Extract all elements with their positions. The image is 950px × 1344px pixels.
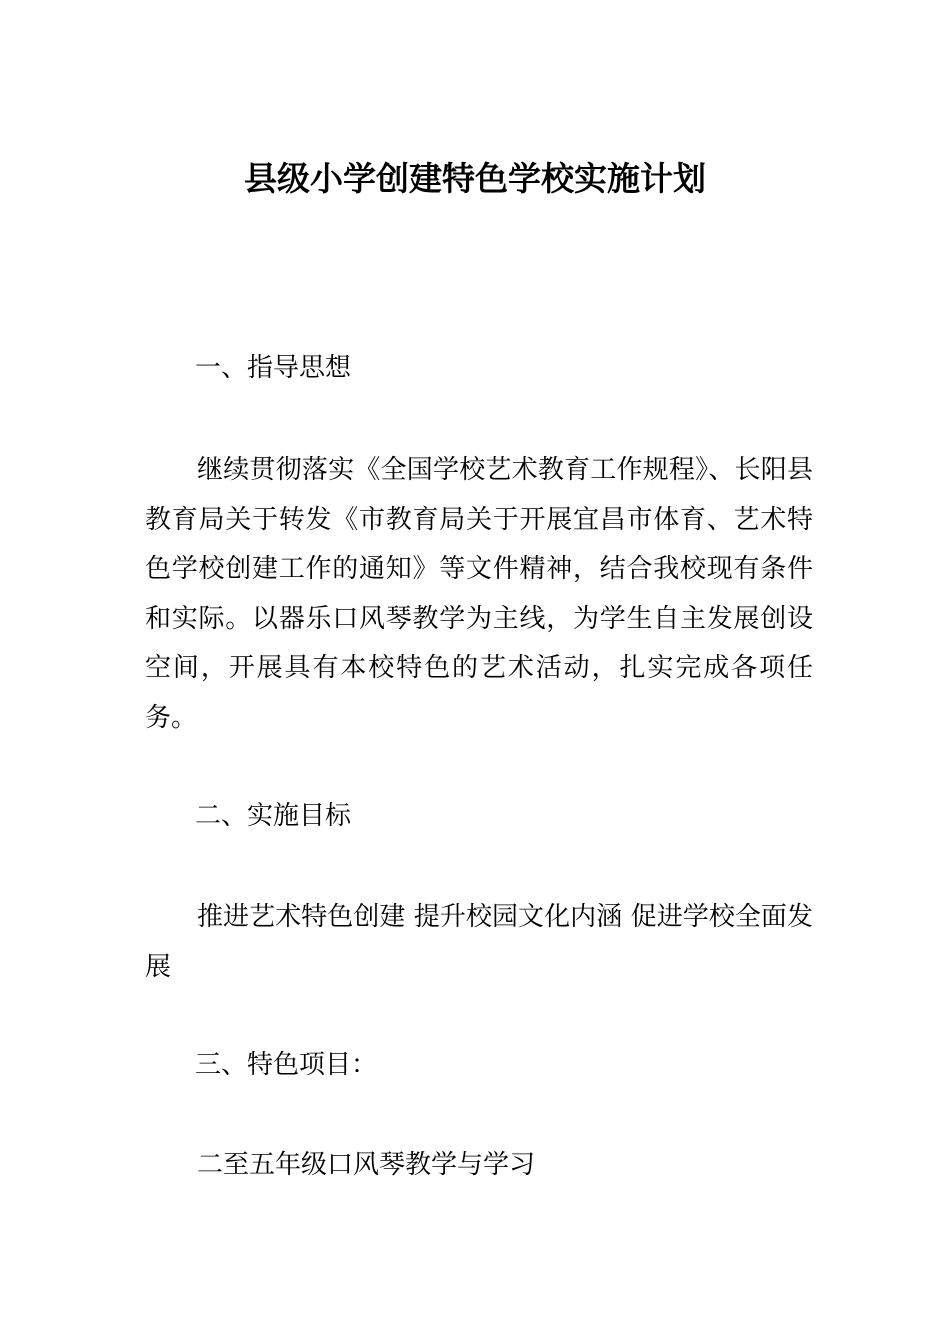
section-heading-goals: 二、实施目标: [195, 801, 352, 831]
section-paragraph-featured-project: 二至五年级口风琴教学与学习: [197, 1150, 536, 1180]
section-paragraph-goals: 推进艺术特色创建 提升校园文化内涵 促进学校全面发展: [145, 902, 813, 982]
section-paragraph-guiding-ideology: 继续贯彻落实《全国学校艺术教育工作规程》、长阳县教育局关于转发《市教育局关于开展宜昌市体育、艺术特色学校创建工作的通知》等文件精神，结合我校现有条件和实际。以器乐口风琴教学为主线，为学生自主发展创设空间，开展具有本校特色的艺术活动，扎实完成各项任务。: [145, 455, 813, 733]
section-heading-guiding-ideology: 一、指导思想: [195, 353, 352, 383]
document-title: 县级小学创建特色学校实施计划: [244, 159, 706, 198]
section-heading-featured-project: 三、特色项目：: [195, 1050, 378, 1080]
